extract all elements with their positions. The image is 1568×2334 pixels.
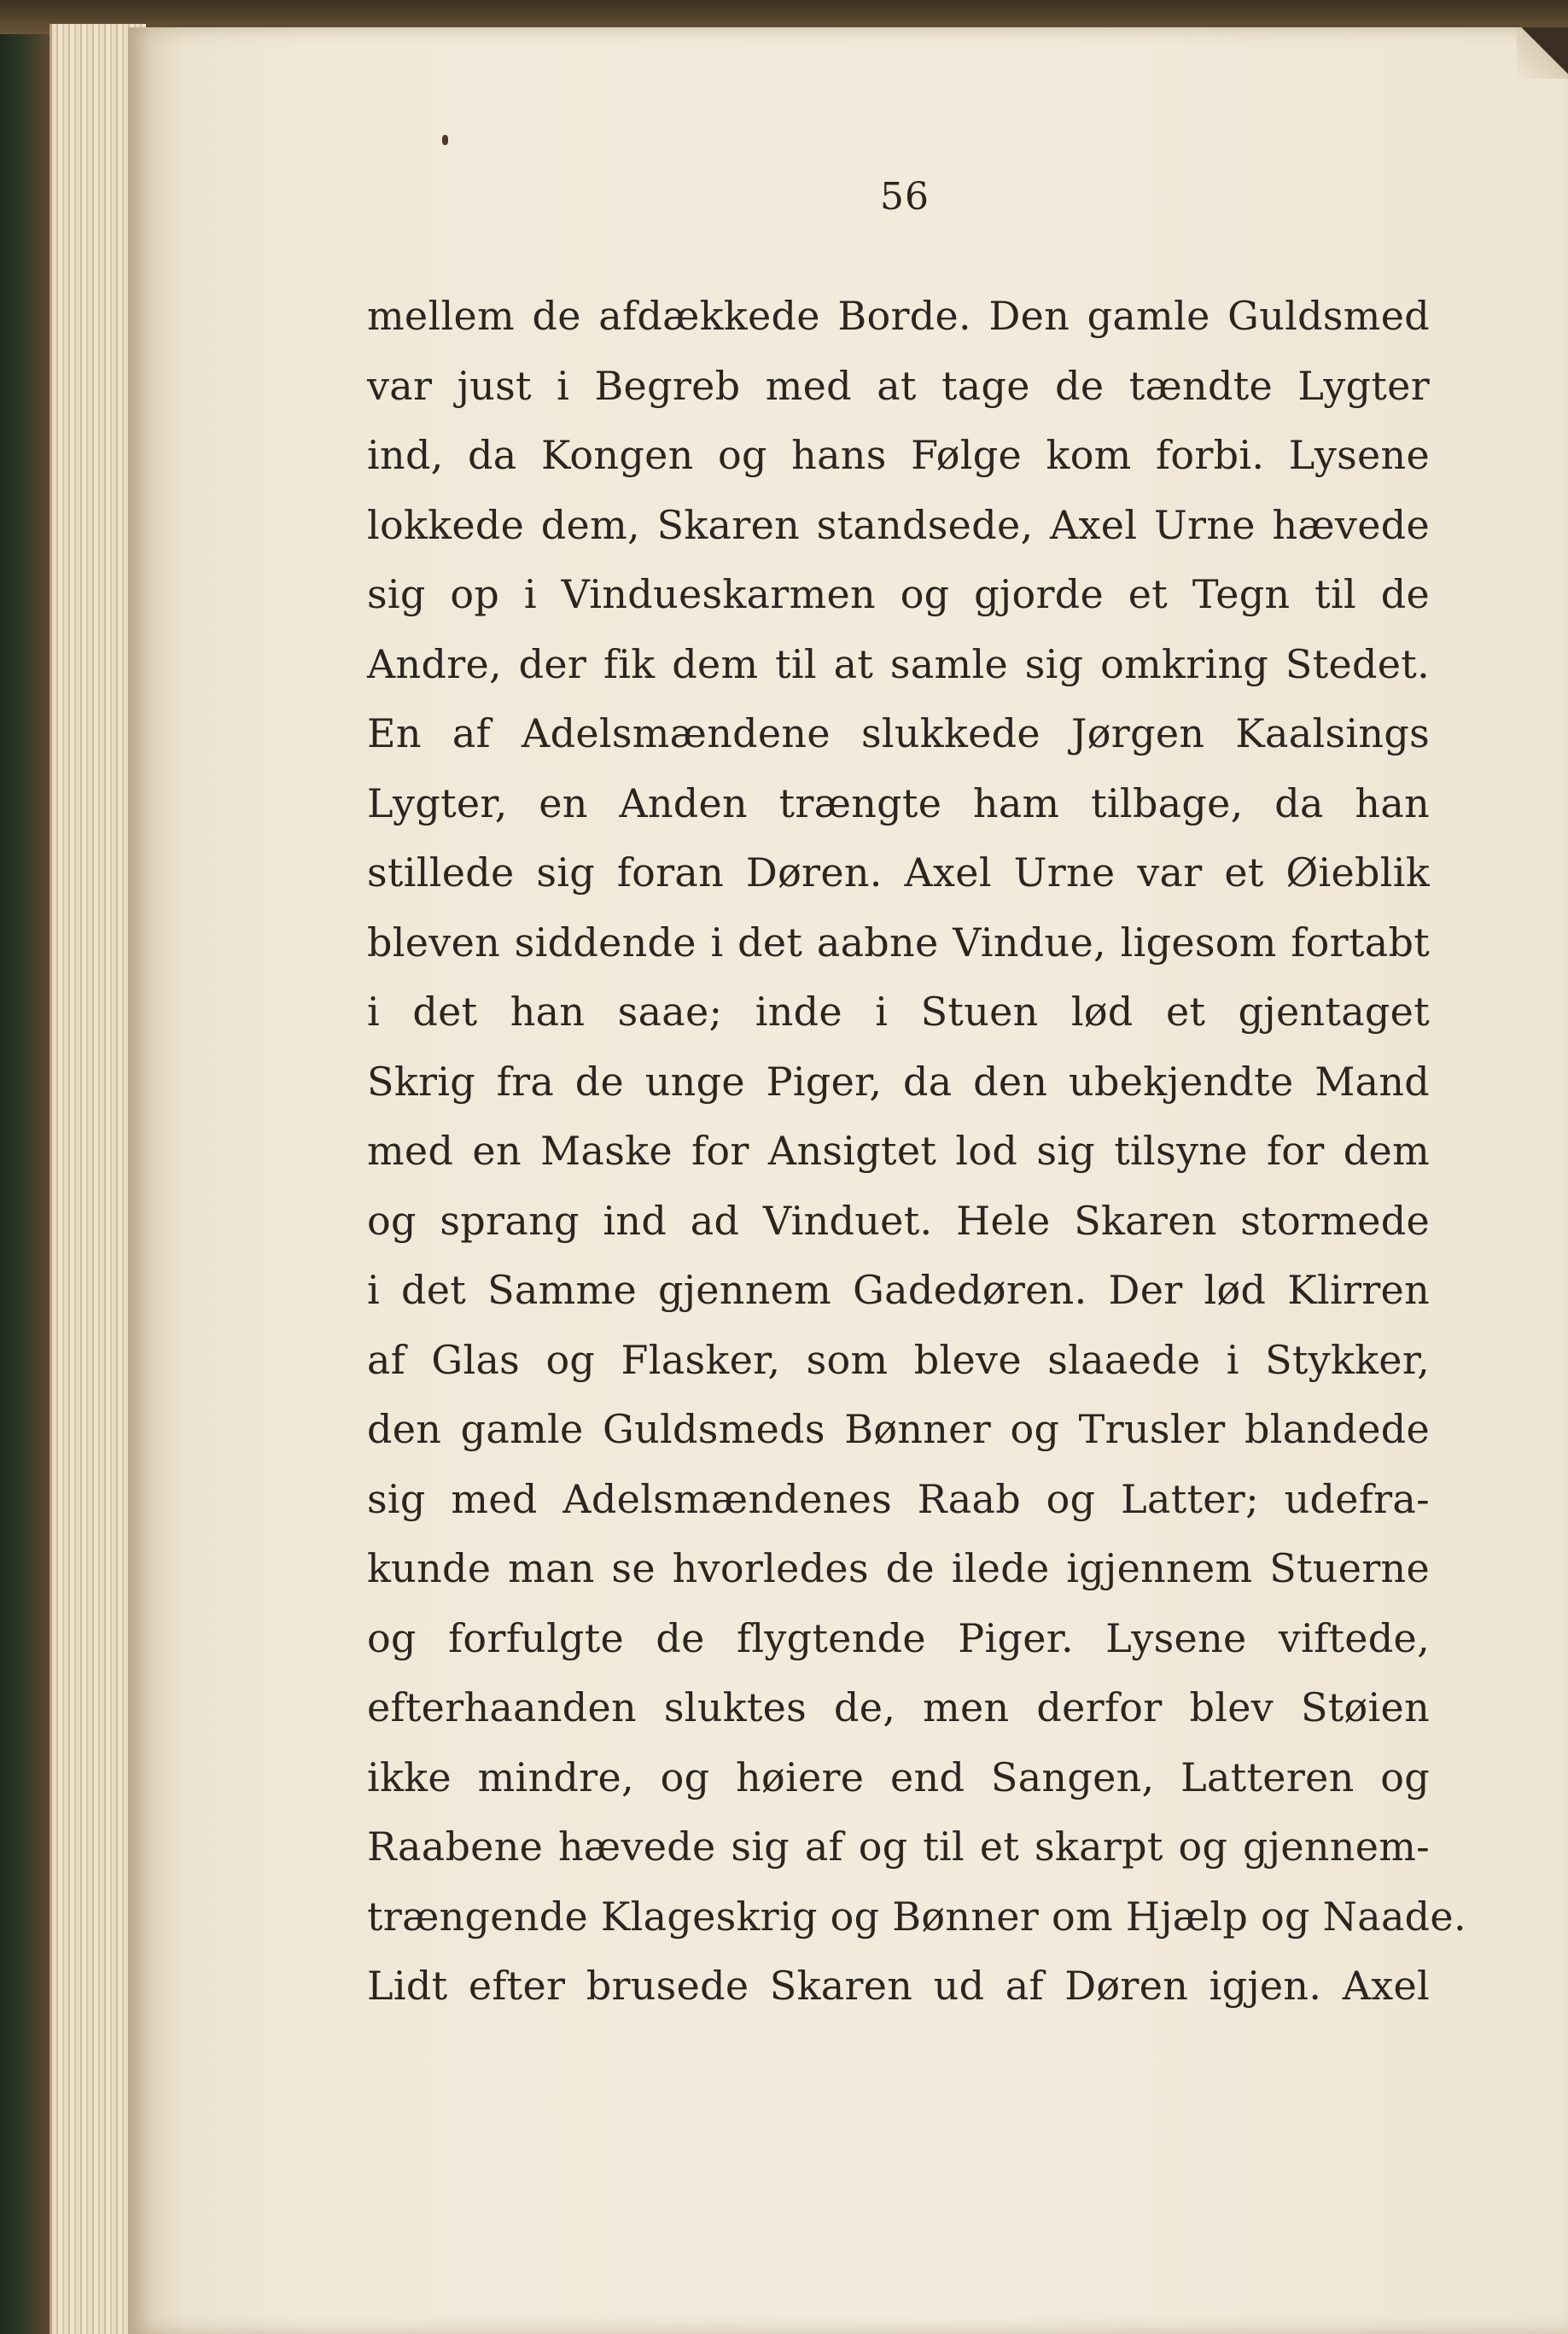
text-line: Lidt efter brusede Skaren ud af Døren igjen. Axel	[367, 1963, 1430, 2009]
text-line: trængende Klageskrig og Bønner om Hjælp og Naade.	[367, 1893, 1466, 1940]
text-line: En af Adelsmændene slukkede Jørgen Kaalsings	[367, 710, 1430, 756]
text-line: efterhaanden sluktes de, men derfor blev Støien	[367, 1684, 1430, 1730]
page-text	[367, 282, 1466, 2022]
text-line: sig op i Vindueskarmen og gjorde et Tegn til de	[367, 571, 1430, 617]
text-line: var just i Begreb med at tage de tændte Lygter	[367, 362, 1430, 409]
text-line: Lygter, en Anden trængte ham tilbage, da han	[367, 779, 1430, 826]
text-line: af Glas og Flasker, som bleve slaaede i Stykker,	[367, 1336, 1430, 1383]
text-line: bleven siddende i det aabne Vindue, ligesom fortabt	[367, 919, 1430, 966]
text-line: Raabene hævede sig af og til et skarpt og gjennem-	[367, 1823, 1430, 1870]
text-line: sig med Adelsmændenes Raab og Latter; udefra-	[367, 1475, 1430, 1522]
text-line: i det han saae; inde i Stuen lød et gjentaget	[367, 989, 1430, 1035]
text-line: ikke mindre, og høiere end Sangen, Latteren og	[367, 1753, 1430, 1800]
text-line: kunde man se hvorledes de ilede igjennem Stuerne	[367, 1545, 1430, 1591]
page-number: 56	[880, 175, 930, 219]
text-line: med en Maske for Ansigtet lod sig tilsyne for dem	[367, 1128, 1430, 1174]
text-line: Skrig fra de unge Piger, da den ubekjendte Mand	[367, 1058, 1430, 1105]
ink-mark	[442, 135, 448, 145]
text-line: lokkede dem, Skaren standsede, Axel Urne hævede	[367, 501, 1430, 548]
text-line: og sprang ind ad Vinduet. Hele Skaren stormede	[367, 1197, 1430, 1244]
text-line: stillede sig foran Døren. Axel Urne var et Øieblik	[367, 849, 1430, 896]
text-line: den gamle Guldsmeds Bønner og Trusler blandede	[367, 1406, 1430, 1452]
page-corner	[1517, 27, 1568, 79]
text-line: mellem de afdækkede Borde. Den gamle Guldsmed	[367, 293, 1430, 339]
text-line: ind, da Kongen og hans Følge kom forbi. Lysene	[367, 432, 1430, 478]
text-line: Andre, der fik dem til at samle sig omkring Stedet.	[367, 640, 1430, 687]
text-line: og forfulgte de flygtende Piger. Lysene viftede,	[367, 1614, 1430, 1661]
text-line: i det Samme gjennem Gadedøren. Der lød Klirren	[367, 1267, 1430, 1313]
